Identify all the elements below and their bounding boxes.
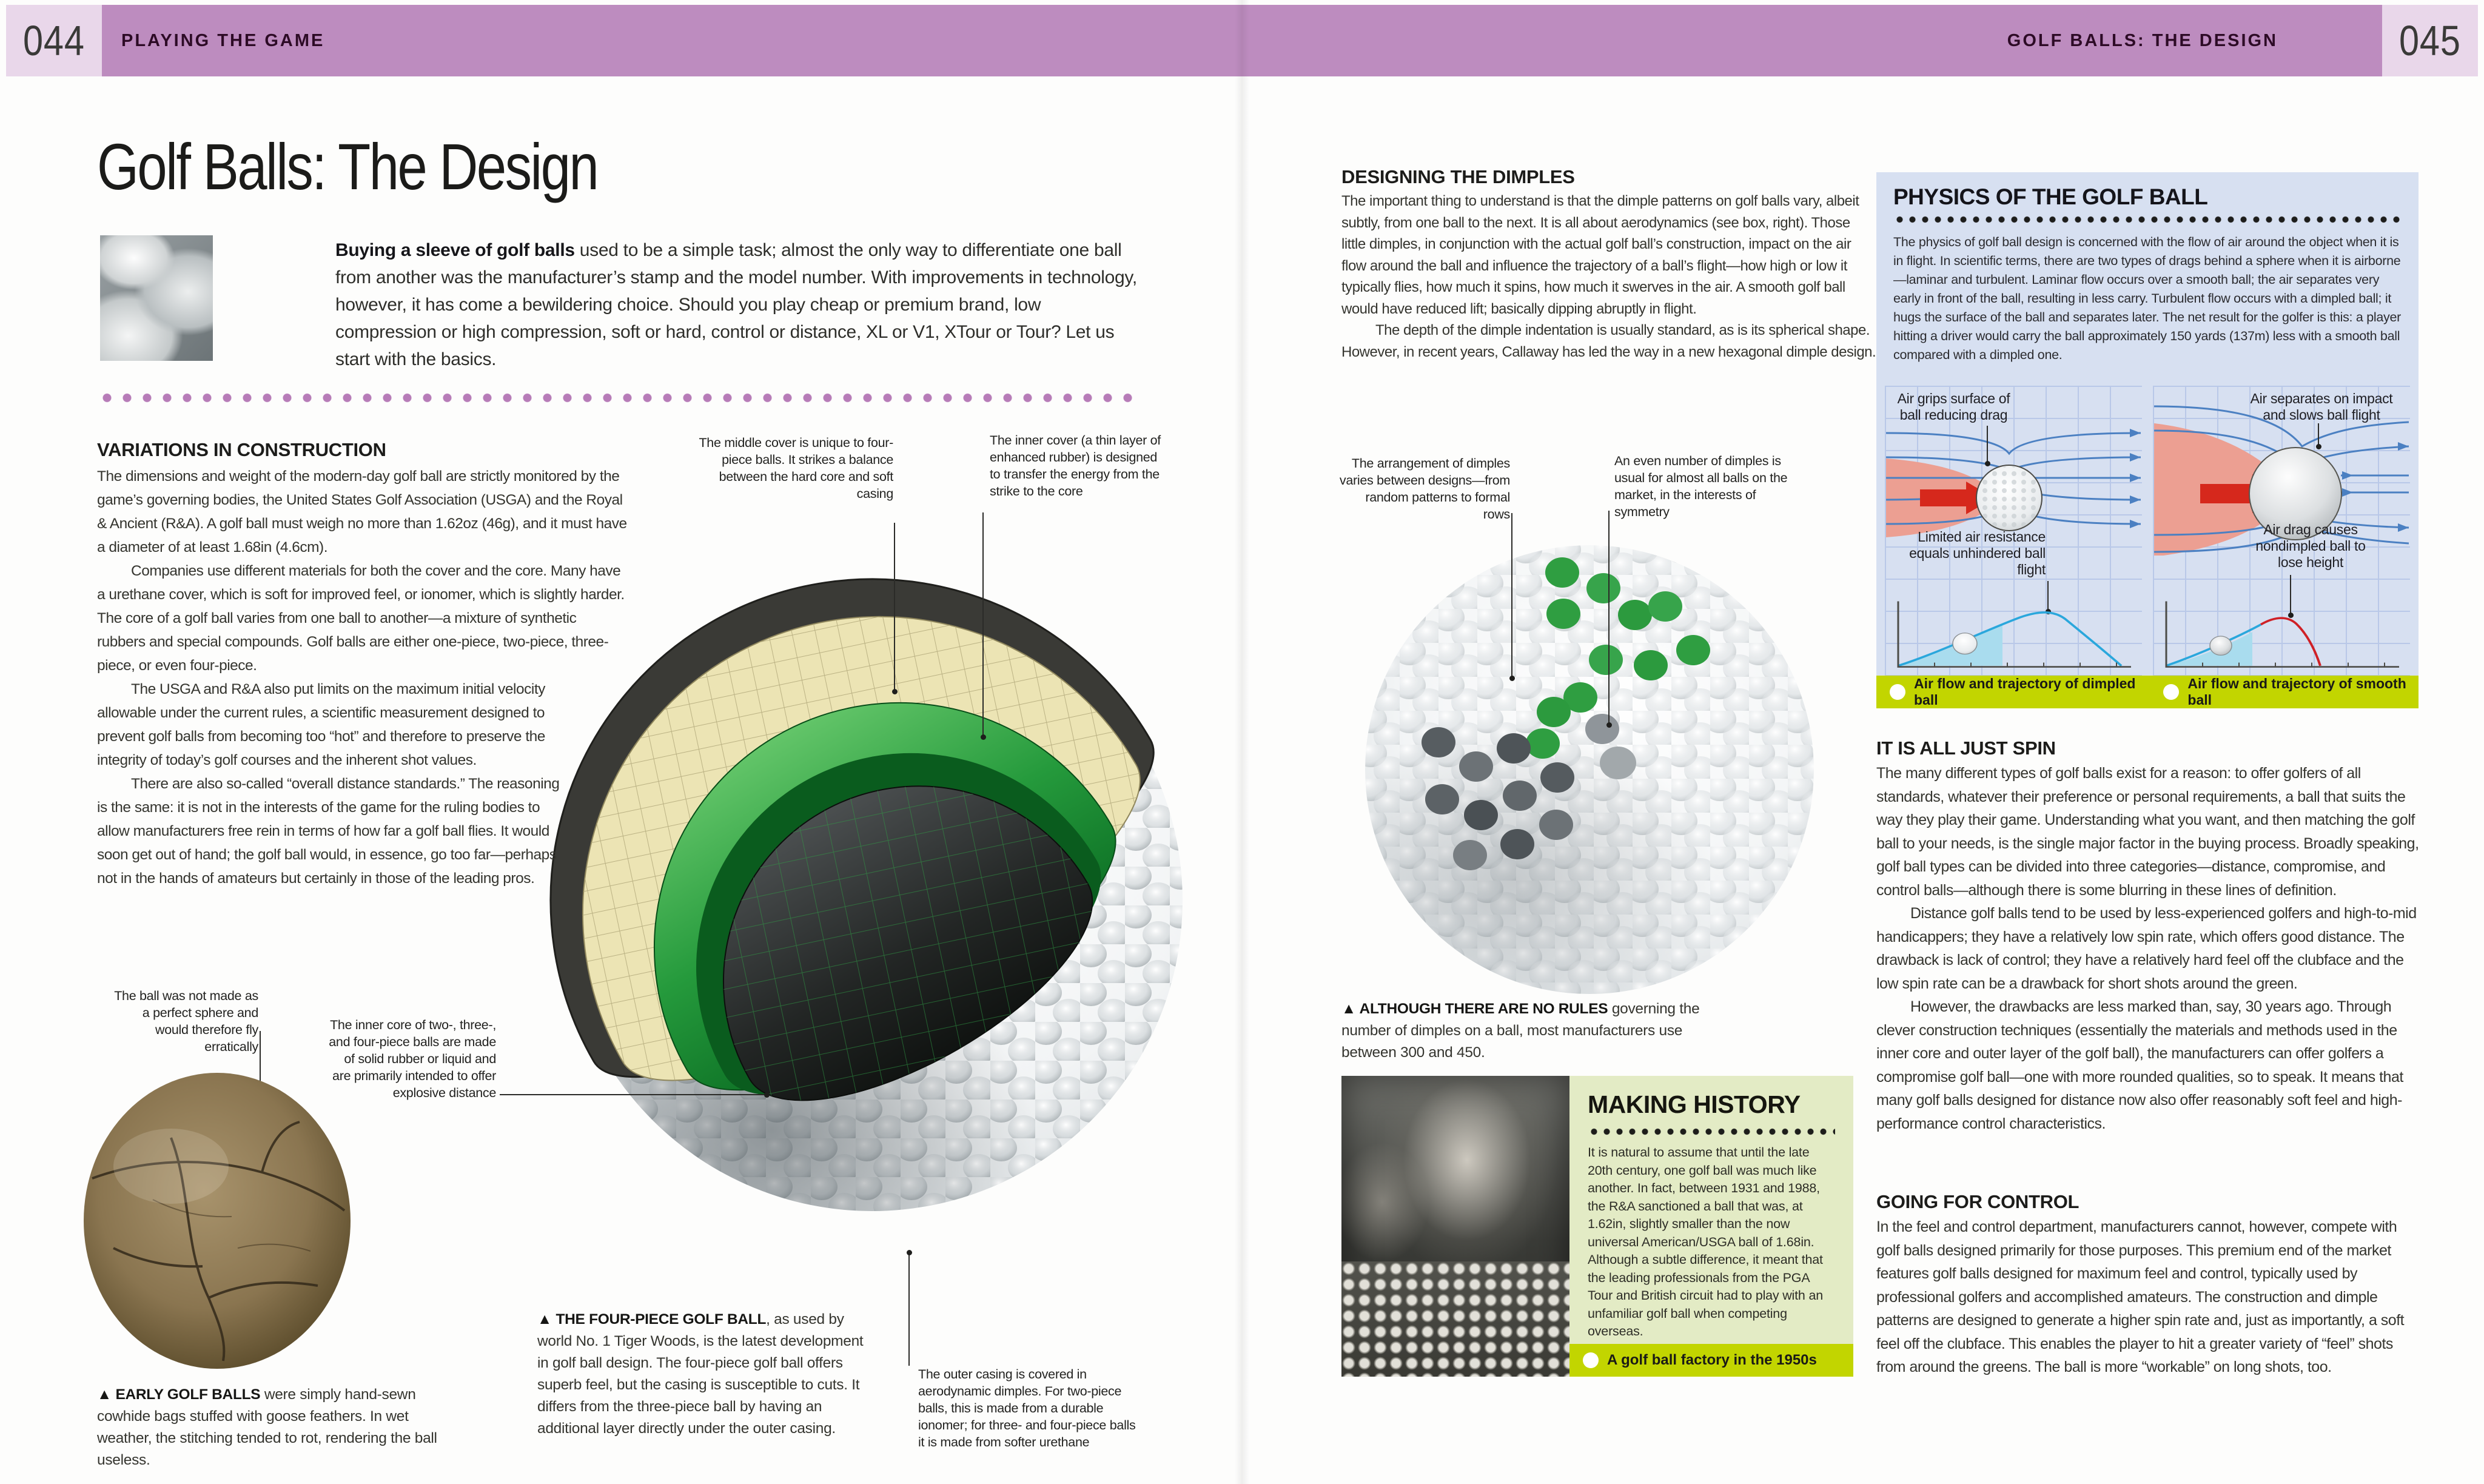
trajectory-chart-dimpled	[1892, 599, 2135, 673]
annotation-inner-core: The inner core of two-, three-, and four-piece balls are made of solid rubber or liquid and are primarily intended to offer explosive distance	[329, 1018, 496, 1100]
leader-line-middle-cover	[894, 523, 895, 691]
leader-air-separates	[2318, 423, 2319, 446]
paragraph: The depth of the dimple indentation is usually standard, as is its spherical shape. However, in recent years, Callaway has led the way in a new hexagonal dimple design.	[1341, 322, 1876, 360]
making-history-heading: MAKING HISTORY	[1588, 1090, 1801, 1118]
paragraph: Distance golf balls tend to be used by less-experienced golfers and high-to-mid handicappers; they have a relatively low spin rate, which offers good distance. The drawback is lack of control; they have a relatively hard feel off the clubface and the low spin rate can be a drawback for short shots around the green.	[1876, 905, 2417, 992]
spin-body	[1876, 762, 2420, 1135]
page-title: Golf Balls: The Design	[97, 130, 598, 203]
caption-early-golf-balls	[97, 1384, 449, 1471]
leader-air-grips	[1987, 426, 1988, 463]
physics-caption-bar	[1876, 676, 2419, 708]
paragraph: The important thing to understand is that the dimple patterns on golf balls vary, albeit subtly, from one ball to the next. It is all about aerodynamics (see box, right). Those little dimples, in conjunction with the actual golf ball’s construction, impact on the air flow around the ball and influence the trajectory of a ball’s flight—how high or low it typically flies, how much it spins, how much it swerves in the air. A smooth golf ball would have reduced lift; basically dipping abruptly in flight.	[1341, 193, 1859, 317]
annotation-sphere: The ball was not made as a perfect sphere and would therefore fly erratically	[114, 989, 258, 1054]
paragraph: In the feel and control department, manufacturers cannot, however, compete with golf balls designed primarily for those purposes. This premium end of the market features golf balls designed for maximum feel and control, typically used by professional golfers and accomplished amateurs. The construction and dimple patterns are designed to generate a higher spin rate and, just as importantly, a soft feel off the clubface. This enables the player to hit a greater variety of “feel” shots from around the greens. The ball is more “workable” on long shots, too.	[1876, 1218, 2405, 1375]
label-air-separates: Air separates on impact and slows ball flight	[2250, 391, 2393, 423]
highlight	[113, 1129, 229, 1204]
running-head-right: GOLF BALLS: THE DESIGN	[2007, 30, 2278, 50]
annotation-arrangement: The arrangement of dimples varies between designs—from random patterns to formal rows	[1339, 456, 1510, 522]
ball-marker	[1953, 633, 1977, 654]
golf-balls-crate	[1341, 1261, 1569, 1377]
flow-arrowheads	[2130, 429, 2141, 528]
dotted-rule	[1893, 216, 2402, 223]
physics-caption-dimpled: Air flow and trajectory of dimpled ball	[1914, 676, 2136, 708]
impact-arrow	[1920, 489, 1966, 506]
caption-lead-in: ▲ ALTHOUGH THERE ARE NO RULES	[1341, 1001, 1608, 1017]
paragraph: The dimensions and weight of the modern-day golf ball are strictly monitored by the game’s governing bodies, the United States Golf Association (USGA) and the Royal & Ancient (R&A). A golf ball must weigh no more than 1.62oz (46g), and it must have a diameter of at least 1.68in (4.6cm).	[97, 468, 627, 556]
diagram-panel-smooth	[2153, 386, 2410, 676]
leader-line-arrangement	[1511, 513, 1512, 678]
page-number-right: 045	[2399, 17, 2461, 64]
section-heading-variations: VARIATIONS IN CONSTRUCTION	[97, 439, 386, 460]
dotted-separator	[97, 393, 1141, 403]
paragraph: The many different types of golf balls exist for a reason: to offer golfers of all standards, whatever their preference or personal requirements, a ball that suits the way they play their game. Understanding what you want, and then matching the golf ball to your needs, is the single major factor in the buying process. Broadly speaking, golf ball types can be divided into three categories—distance, compromise, and control balls—although there is some blurring in these lines of definition.	[1876, 765, 2419, 899]
intro-paragraph	[335, 237, 1143, 373]
section-heading-designing: DESIGNING THE DIMPLES	[1341, 166, 1575, 187]
trajectory-line-drop	[2261, 618, 2320, 666]
annotation-middle-cover: The middle cover is unique to four-piece balls. It strikes a balance between the hard core and soft casing	[699, 435, 893, 501]
bullet-dot-icon	[2163, 684, 2179, 700]
paragraph: There are also so-called “overall distance standards.” The reasoning is the same: it is not in the interests of the game for the ruling bodies to allow manufacturers free rein in terms of how far a golf ball flies. It would soon get out of hand; the golf ball would, in essence, go too far—perhaps not in the hands of amateurs but certainly in those of the leading pros.	[97, 776, 560, 887]
control-body	[1876, 1215, 2420, 1379]
making-history-body: It is natural to assume that until the late 20th century, one golf ball was much like another. In fact, between 1931 and 1988, the R&A sanctioned a ball that was, at 1.62in, slightly smaller than the now universal American/USGA ball of 1.68in. Although a subtle difference, it meant that the leading professionals from the PGA Tour and British circuit had to play with an unfamiliar golf ball when competing overseas.	[1588, 1145, 1823, 1338]
running-head-left: PLAYING THE GAME	[121, 30, 325, 50]
label-air-grips: Air grips surface of ball reducing drag	[1897, 391, 2010, 423]
intro-lead-in: Buying a sleeve of golf balls	[335, 240, 575, 260]
cutaway-golf-ball-illustration	[542, 517, 1186, 1277]
physics-body: The physics of golf ball design is concerned with the flow of air around the object when it is in flight. In scientific terms, there are two types of drags behind a sphere when it is airborne—laminar and turbulent. Laminar flow occurs over a smooth ball; the air separates very early in front of the ball, resulting in less carry. Turbulent flow occurs with a dimpled ball; it hugs the surface of the ball and separates later. The net result for the golfer is this: a player hitting a driver would carry the ball approximately 150 yards (137m) less with a smooth ball compared with a dimpled one.	[1893, 235, 2401, 362]
impact-arrow	[2200, 484, 2252, 503]
caption-text: , as used by world No. 1 Tiger Woods, is the latest development in golf ball design. The four-piece golf ball offers superb feel, but the casing is susceptible to cuts. It differs from the three-piece ball by having an additional layer directly under the outer casing.	[537, 1311, 864, 1437]
leader-line-inner-core	[500, 1094, 767, 1095]
variations-body	[97, 465, 628, 1026]
annotation-even-number: An even number of dimples is usual for almost all balls on the market, in the interests of symmetry	[1614, 454, 1788, 519]
paragraph: The USGA and R&A also put limits on the maximum initial velocity allowable under the current rules, a scientific measurement designed to prevent golf balls from becoming too “hot” and therefore to preserve the integrity of today’s golf courses and the inherent shot values.	[97, 681, 545, 768]
making-history-box	[1569, 1076, 1853, 1377]
caption-no-rules	[1341, 998, 1717, 1064]
annotation-outer-casing: The outer casing is covered in aerodynamic dimples. For two-piece balls, this is made from a durable ionomer; for three- and four-piece balls it is made from softer urethane	[918, 1367, 1136, 1449]
physics-caption-smooth: Air flow and trajectory of smooth ball	[2187, 676, 2406, 708]
ball-marker	[2210, 636, 2232, 655]
page-number-box-right	[2382, 5, 2478, 76]
designing-body	[1341, 190, 1878, 363]
flow-arrowheads	[2342, 442, 2409, 532]
leader-line-outer-casing	[908, 1253, 910, 1366]
page-number-left: 044	[23, 17, 85, 64]
label-limited-resistance: Limited air resistance equals unhindered ball flight	[1909, 529, 2046, 577]
physics-heading: PHYSICS OF THE GOLF BALL	[1893, 184, 2208, 209]
leader-line-even-number	[1608, 511, 1610, 725]
caption-four-piece-ball	[537, 1309, 870, 1440]
paragraph: However, the drawbacks are less marked than, say, 30 years ago. Through clever construction techniques (essentially the materials and methods used in the inner core and outer layer of the golf ball), the manufacturers can offer golfers a compromise golf ball—one with more rounded qualities, so to speak. It means that many golf balls designed for distance now also offer reasonably soft feel and high-performance control characteristics.	[1876, 998, 2403, 1132]
dimpled-ball-texture	[1978, 466, 2041, 529]
factory-photo	[1341, 1076, 1569, 1377]
making-history-caption: A golf ball factory in the 1950s	[1607, 1352, 1817, 1368]
annotation-inner-cover: The inner cover (a thin layer of enhanced rubber) is designed to transfer the energy from the strike to the core	[990, 433, 1161, 499]
leather-ball	[84, 1073, 351, 1369]
page-number-box-left	[6, 5, 102, 76]
making-history-caption-bar	[1569, 1344, 1853, 1377]
dimple-pattern-ball-illustration	[1361, 541, 1818, 998]
physics-box	[1876, 172, 2419, 708]
intro-text: used to be a simple task; almost the only way to differentiate one ball from another was the manufacturer’s stamp and the model number. With improvements in technology, however, it has come a bewildering choice. Should you play cheap or premium brand, low compression or high compression, soft or hard, control or distance, XL or V1, XTour or Tour? Let us start with the basics.	[335, 240, 1137, 369]
dimple-closeup-photo	[100, 235, 213, 361]
early-golf-ball-photo	[80, 1066, 354, 1373]
dotted-rule	[1588, 1128, 1835, 1135]
paragraph: Companies use different materials for both the cover and the core. Many have a urethane cover, which is soft for improved feel, or ionomer, which is slightly harder. The core of a golf ball varies from one ball to another—a mixture of synthetic rubbers and special compounds. Golf balls are either one-piece, two-piece, three-piece, or even four-piece.	[97, 563, 625, 674]
page-gutter	[1235, 0, 1249, 1484]
leader-line-inner-cover	[982, 512, 984, 737]
label-air-drag: Air drag causes nondimpled ball to lose height	[2255, 522, 2366, 570]
section-heading-control: GOING FOR CONTROL	[1876, 1191, 2080, 1212]
caption-text: were simply hand-sewn cowhide bags stuffed with goose feathers. In wet weather, the stitching tended to rot, rendering the ball useless.	[97, 1386, 437, 1468]
bullet-dot-icon	[1583, 1352, 1599, 1368]
bullet-dot-icon	[1890, 684, 1905, 700]
section-heading-spin: IT IS ALL JUST SPIN	[1876, 737, 2056, 759]
caption-lead-in: ▲ EARLY GOLF BALLS	[97, 1386, 261, 1403]
trajectory-chart-smooth	[2160, 599, 2403, 673]
diagram-panel-dimpled	[1885, 386, 2142, 676]
caption-lead-in: ▲ THE FOUR-PIECE GOLF BALL	[537, 1311, 767, 1328]
caption-text: governing the number of dimples on a ball, most manufacturers use between 300 and 450.	[1341, 1001, 1700, 1061]
